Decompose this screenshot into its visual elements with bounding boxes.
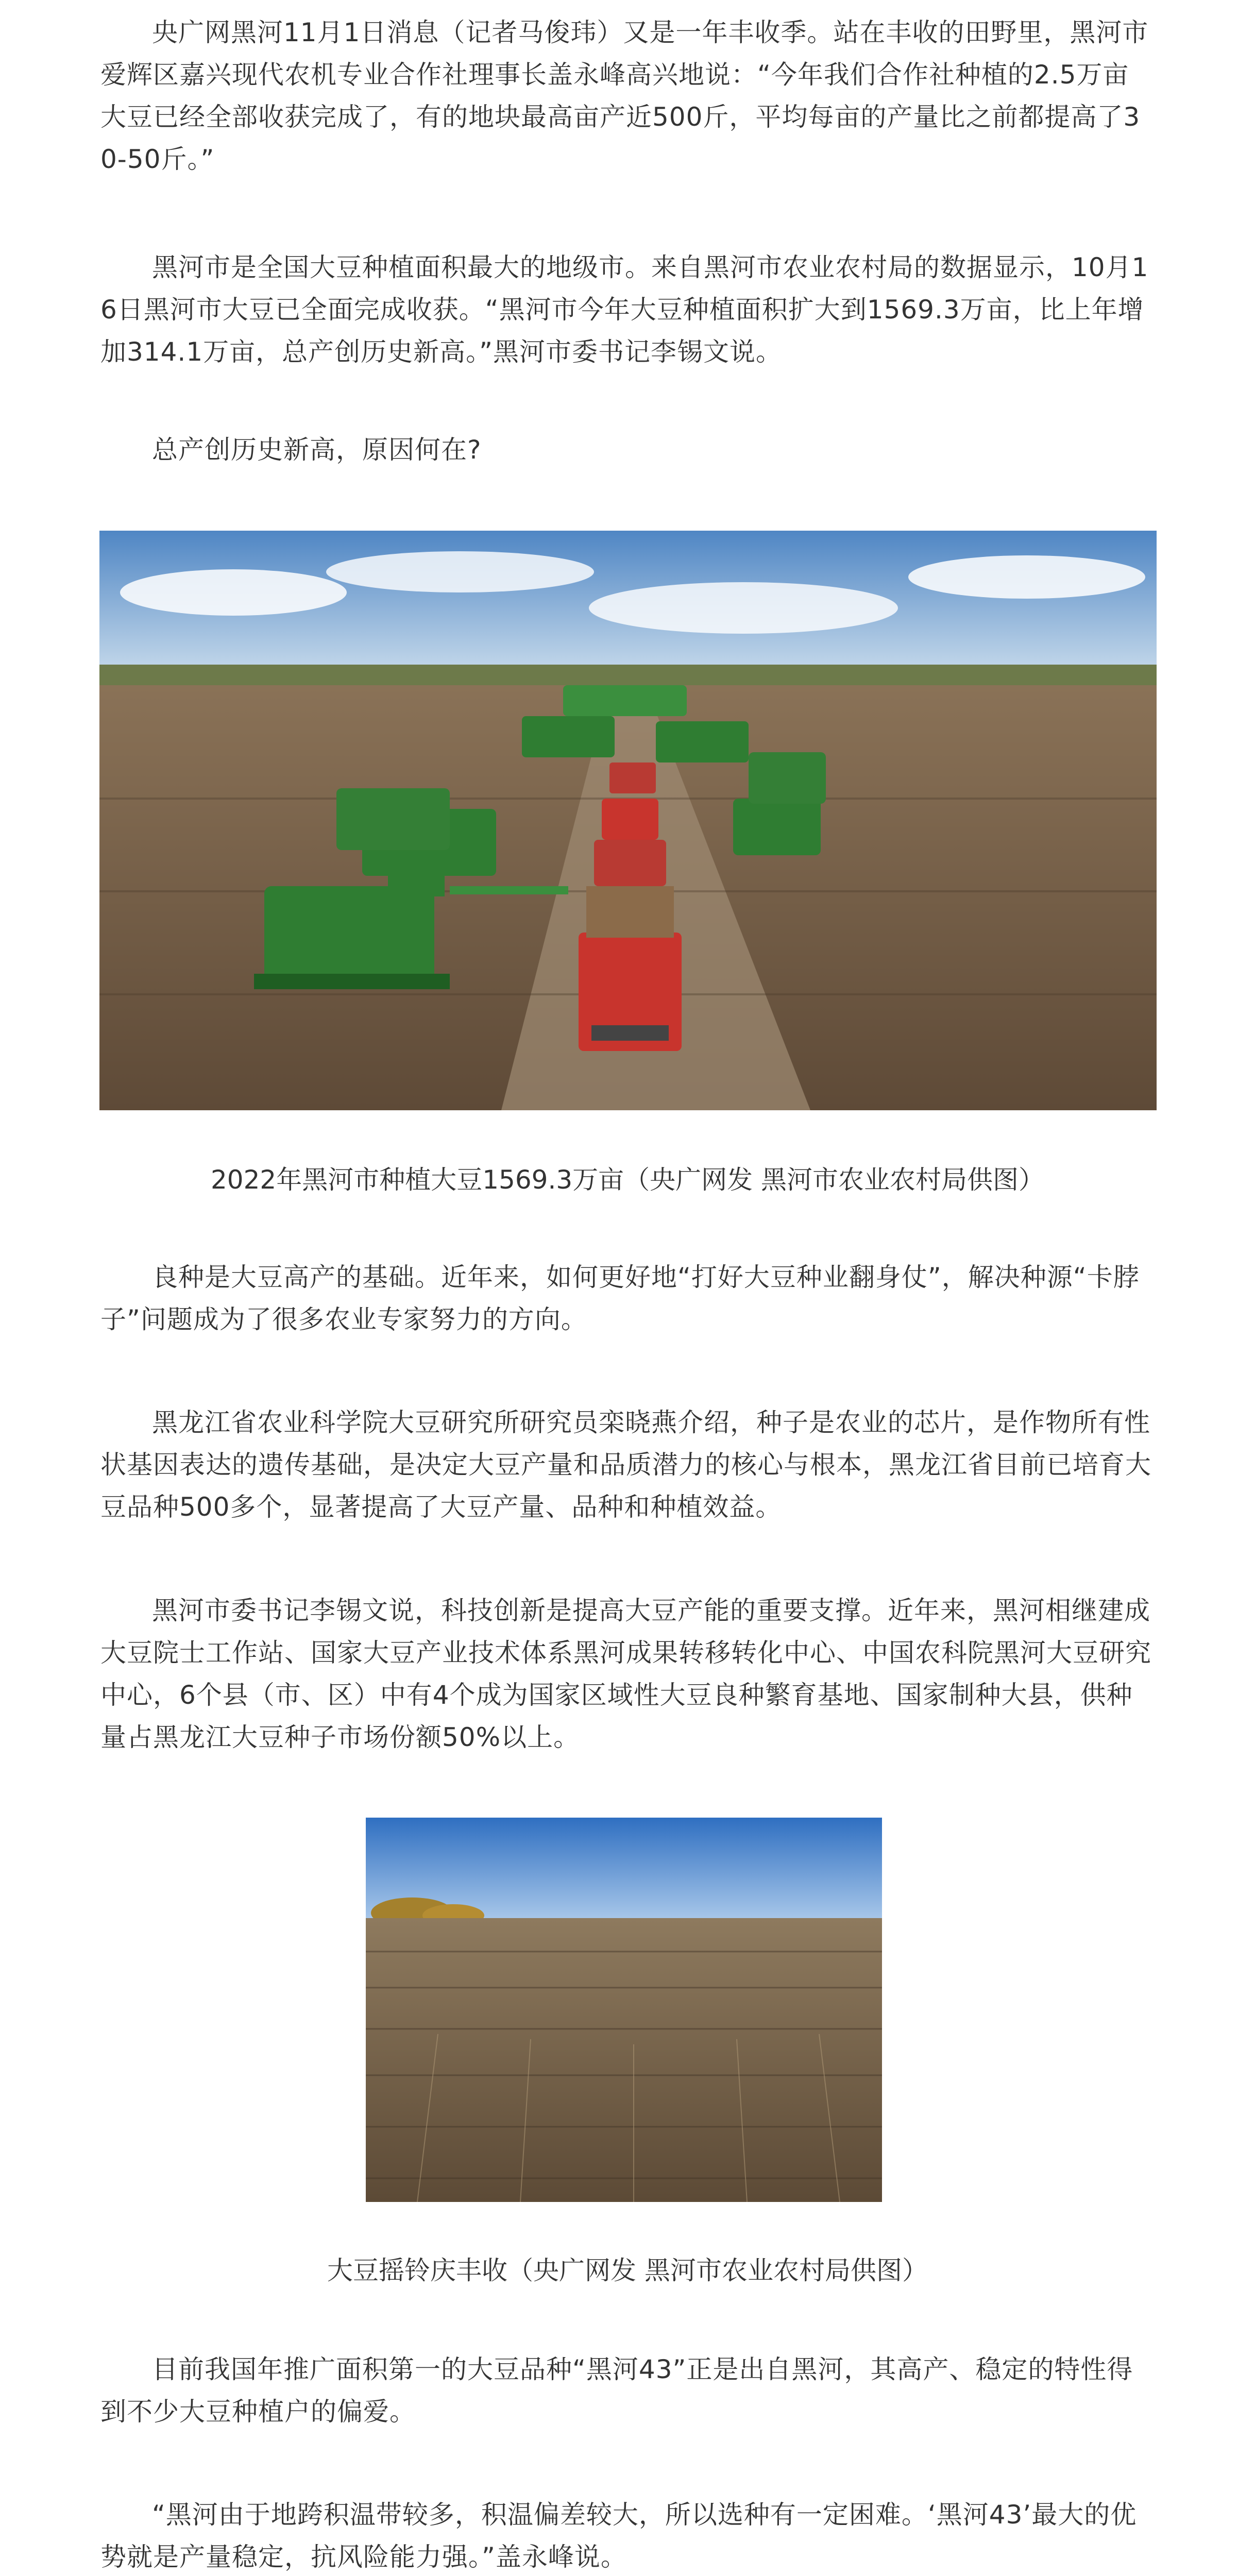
paragraph: 目前我国年推广面积第一的大豆品种“黑河43”正是出自黑河，其高产、稳定的特性得到不少大豆种植户的偏爱。 [100,2354,1133,2427]
paragraph: 央广网黑河11月1日消息（记者马俊玮）又是一年丰收季。站在丰收的田野里，黑河市爱辉区嘉兴现代农机专业合作社理事长盖永峰高兴地说：“今年我们合作社种植的2.5万亩大豆已经全部收获完成了，有的地块最高亩产近500斤，平均每亩的产量比之前都提高了30-50斤。” [100,18,1149,174]
paragraph: 黑河市是全国大豆种植面积最大的地级市。来自黑河市农业农村局的数据显示，10月16日黑河市大豆已全面完成收获。“黑河市今年大豆种植面积扩大到1569.3万亩，比上年增加314.1万亩，总产创历史新高。”黑河市委书记李锡文说。 [100,252,1149,367]
paragraph: “黑河由于地跨积温带较多，积温偏差较大，所以选种有一定困难。‘黑河43’最大的优势就是产量稳定，抗风险能力强。”盖永峰说。 [100,2500,1137,2572]
paragraph: 黑河市委书记李锡文说，科技创新是提高大豆产能的重要支撑。近年来，黑河相继建成大豆院士工作站、国家大豆产业技术体系黑河成果转移转化中心、中国农科院黑河大豆研究中心，6个县（市、区）中有4个成为国家区域性大豆良种繁育基地、国家制种大县，供种量占黑龙江大豆种子市场份额50%以上。 [100,1596,1151,1752]
photo-caption: 2022年黑河市种植大豆1569.3万亩（央广网发 黑河市农业农村局供图） [210,1165,1045,1195]
photo-soybean-field [366,1818,882,2202]
paragraph: 总产创历史新高，原因何在? [152,435,482,465]
paragraph: 良种是大豆高产的基础。近年来，如何更好地“打好大豆种业翻身仗”，解决种源“卡脖子”问题成为了很多农业专家努力的方向。 [100,1262,1140,1334]
paragraph: 黑龙江省农业科学院大豆研究所研究员栾晓燕介绍，种子是农业的芯片，是作物所有性状基因表达的遗传基础，是决定大豆产量和品质潜力的核心与根本，黑龙江省目前已培育大豆品种500多个，显著提高了大豆产量、品种和种植效益。 [100,1408,1151,1522]
photo-harvest-convoy [99,531,1157,1110]
photo-caption: 大豆摇铃庆丰收（央广网发 黑河市农业农村局供图） [327,2256,928,2285]
